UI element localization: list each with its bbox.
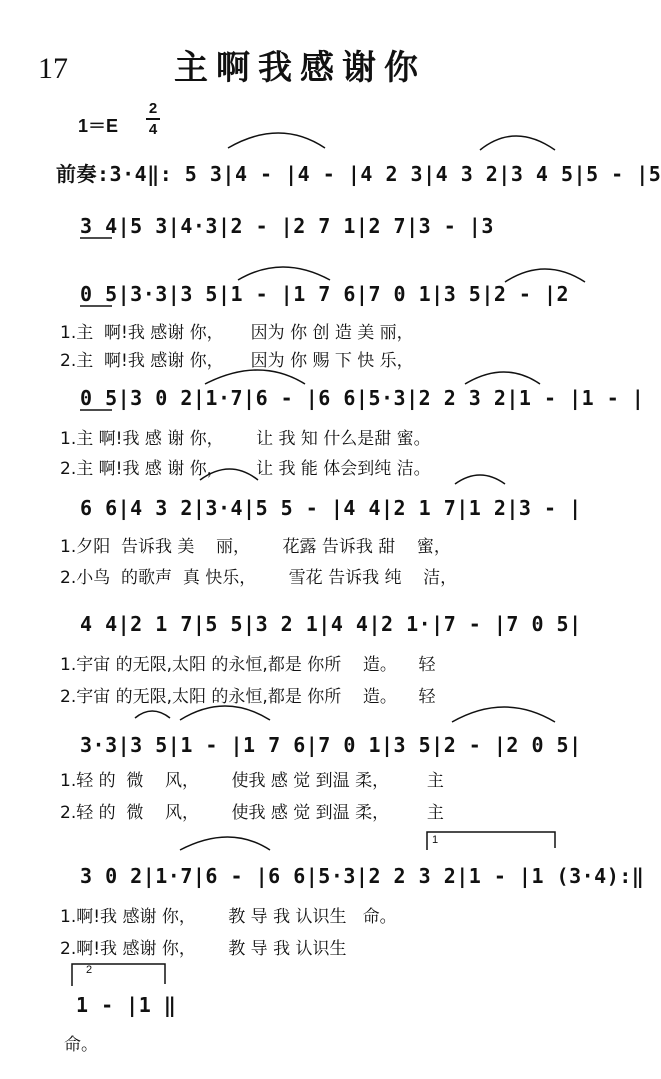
time-signature xyxy=(146,100,160,138)
lyric-line-7-verse-2: 2.轻 的 微 风， 使我 感 觉 到温 柔， 主 xyxy=(60,803,444,823)
notation-line-3: 0 5|3·3|3 5|1 - |1 7 6|7 0 1|3 5|2 - |2 xyxy=(80,282,570,306)
key-signature: 1＝E xyxy=(78,116,119,136)
notation-line-5: 6 6|4 3 2|3·4|5 5 - |4 4|2 1 7|1 2|3 - | xyxy=(80,496,582,520)
lyric-line-4-verse-2: 2.主 啊!我 感 谢 你， 让 我 能 体会到纯 洁。 xyxy=(60,459,431,479)
lyric-line-6-verse-1: 1.宇宙 的无限,太阳 的永恒,都是 你所 造。 轻 xyxy=(60,655,436,675)
slur xyxy=(480,136,555,150)
lyric-line-5-verse-2: 2.小鸟 的歌声 真 快乐， 雪花 告诉我 纯 洁， xyxy=(60,568,458,588)
volta-first-label: 1 xyxy=(432,834,439,846)
slur xyxy=(135,711,170,718)
volta-bracket xyxy=(427,832,555,850)
slur xyxy=(180,837,270,850)
slur xyxy=(180,706,270,720)
lyric-line-3-verse-1: 1.主 啊!我 感谢 你， 因为 你 创 造 美 丽， xyxy=(60,323,414,343)
page-number: 17 xyxy=(38,52,68,85)
lyric-line-3-verse-2: 2.主 啊!我 感谢 你， 因为 你 赐 下 快 乐， xyxy=(60,351,414,371)
notation-line-6: 4 4|2 1 7|5 5|3 2 1|4 4|2 1·|7 - |7 0 5| xyxy=(80,612,582,636)
lyric-line-9: 命。 xyxy=(64,1035,98,1055)
notation-line-1: 前奏:3·4‖: 5 3|4 - |4 - |4 2 3|4 3 2|3 4 5|5 - |5 xyxy=(56,162,661,186)
slur xyxy=(205,370,305,384)
lyric-line-7-verse-1: 1.轻 的 微 风， 使我 感 觉 到温 柔， 主 xyxy=(60,771,444,791)
slur xyxy=(452,707,555,722)
notation-line-8: 3 0 2|1·7|6 - |6 6|5·3|2 2 3 2|1 - |1 (3·4):‖ xyxy=(80,864,645,888)
time-signature-top: 2 xyxy=(148,100,158,117)
notation-line-7: 3·3|3 5|1 - |1 7 6|7 0 1|3 5|2 - |2 0 5| xyxy=(80,733,582,757)
slur xyxy=(465,372,540,384)
notation-line-2: 3 4|5 3|4·3|2 - |2 7 1|2 7|3 - |3 xyxy=(80,214,494,238)
lyric-line-6-verse-2: 2.宇宙 的无限,太阳 的永恒,都是 你所 造。 轻 xyxy=(60,687,436,707)
time-signature-bottom: 4 xyxy=(148,121,158,138)
slur xyxy=(238,267,330,280)
volta-second-label: 2 xyxy=(86,964,93,976)
song-title: 主啊我感谢你 xyxy=(174,48,426,88)
lyric-line-5-verse-1: 1.夕阳 告诉我 美 丽， 花露 告诉我 甜 蜜， xyxy=(60,537,451,557)
slur xyxy=(505,269,585,282)
lyric-line-8-verse-1: 1.啊!我 感谢 你， 教 导 我 认识生 命。 xyxy=(60,907,397,927)
slur xyxy=(455,475,505,484)
lyric-line-4-verse-1: 1.主 啊!我 感 谢 你， 让 我 知 什么是甜 蜜。 xyxy=(60,429,431,449)
lyric-line-8-verse-2: 2.啊!我 感谢 你， 教 导 我 认识生 xyxy=(60,939,347,959)
notation-line-9: 1 - |1 ‖ xyxy=(76,993,177,1017)
slur xyxy=(228,133,325,148)
notation-line-4: 0 5|3 0 2|1·7|6 - |6 6|5·3|2 2 3 2|1 - |1 - | xyxy=(80,386,645,410)
